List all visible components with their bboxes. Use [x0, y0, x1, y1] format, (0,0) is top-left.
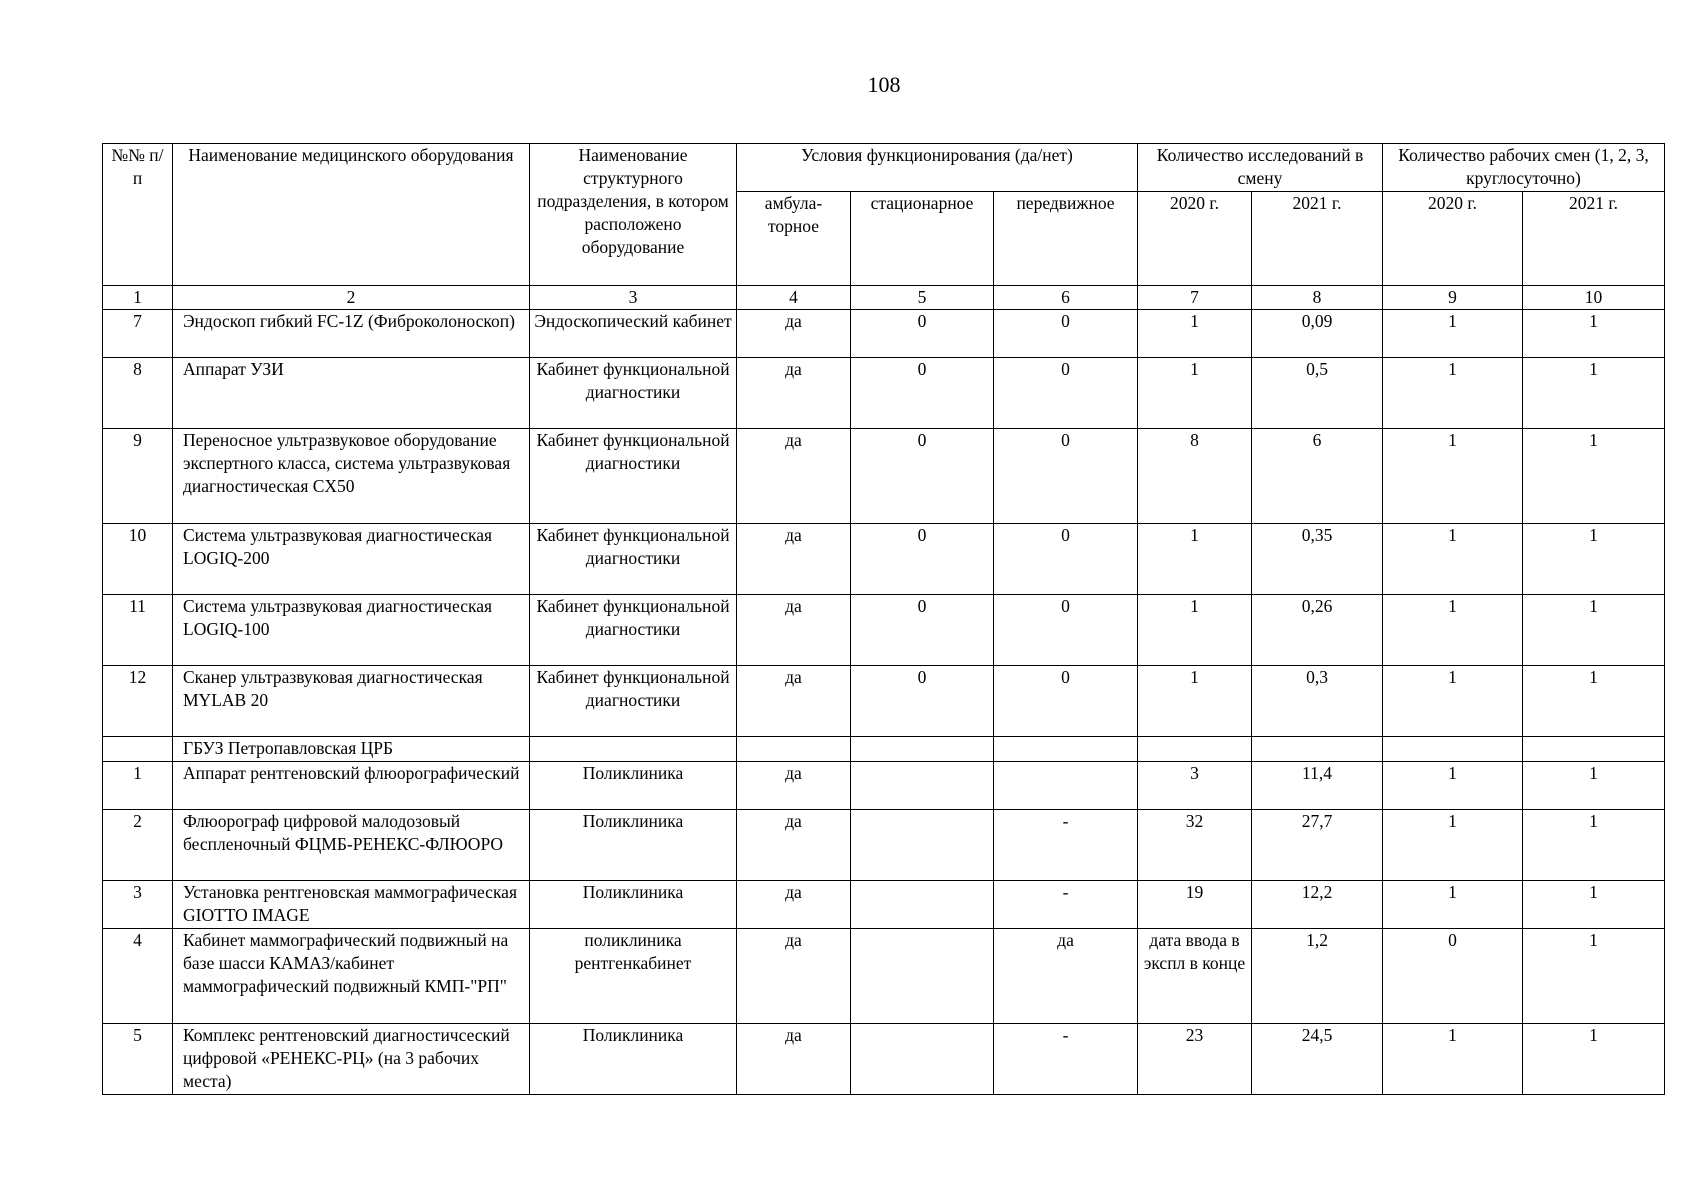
- department-name: Кабинет функциональной диагностики: [530, 429, 737, 524]
- ambulatory-value: да: [737, 666, 851, 737]
- row-number: 11: [103, 595, 173, 666]
- department-name: Кабинет функциональной диагностики: [530, 358, 737, 429]
- shifts-2020: 0: [1383, 929, 1523, 1024]
- column-number: 5: [851, 286, 994, 310]
- studies-2021: 0,35: [1252, 524, 1383, 595]
- section-title: ГБУЗ Петропавловская ЦРБ: [173, 737, 530, 762]
- ambulatory-value: да: [737, 429, 851, 524]
- equipment-name: Эндоскоп гибкий FC-1Z (Фиброколоноскоп): [173, 310, 530, 358]
- studies-2021: 0,09: [1252, 310, 1383, 358]
- department-name: Кабинет функциональной диагностики: [530, 666, 737, 737]
- shifts-2020: 1: [1383, 666, 1523, 737]
- studies-2020: 1: [1138, 666, 1252, 737]
- mobile-value: [994, 762, 1138, 810]
- page-number: 108: [867, 72, 901, 97]
- header-studies-2020: 2020 г.: [1138, 192, 1252, 286]
- section-empty-cell: [737, 737, 851, 762]
- studies-2021: 0,26: [1252, 595, 1383, 666]
- column-number: 6: [994, 286, 1138, 310]
- column-number: 2: [173, 286, 530, 310]
- studies-2020: 1: [1138, 358, 1252, 429]
- table-row: [103, 310, 1665, 358]
- equipment-name: Аппарат УЗИ: [173, 358, 530, 429]
- section-empty-cell: [530, 737, 737, 762]
- studies-2020: 23: [1138, 1024, 1252, 1095]
- table-row: [103, 524, 1665, 595]
- equipment-name: Установка рентгеновская маммографическая GIOTTO IMAGE: [173, 881, 530, 929]
- mobile-value: 0: [994, 429, 1138, 524]
- table-row: [103, 358, 1665, 429]
- studies-2021: 27,7: [1252, 810, 1383, 881]
- equipment-name: Переносное ультразвуковое оборудование экспертного класса, система ультразвуковая диагностическая CX50: [173, 429, 530, 524]
- ambulatory-value: да: [737, 595, 851, 666]
- row-number: 7: [103, 310, 173, 358]
- row-number: 2: [103, 810, 173, 881]
- column-number: 3: [530, 286, 737, 310]
- mobile-value: -: [994, 810, 1138, 881]
- studies-2021: 0,5: [1252, 358, 1383, 429]
- column-number: 7: [1138, 286, 1252, 310]
- shifts-2021: 1: [1523, 810, 1665, 881]
- studies-2021: 0,3: [1252, 666, 1383, 737]
- ambulatory-value: да: [737, 358, 851, 429]
- department-name: Поликлиника: [530, 1024, 737, 1095]
- shifts-2020: 1: [1383, 595, 1523, 666]
- inpatient-value: 0: [851, 595, 994, 666]
- row-number: 8: [103, 358, 173, 429]
- shifts-2021: 1: [1523, 310, 1665, 358]
- studies-2020: 3: [1138, 762, 1252, 810]
- header-equipment: Наименование медицинского оборудования: [173, 144, 530, 286]
- section-empty-cell: [851, 737, 994, 762]
- inpatient-value: [851, 929, 994, 1024]
- table-row: [103, 429, 1665, 524]
- equipment-table: [102, 143, 1665, 1095]
- column-number: 8: [1252, 286, 1383, 310]
- shifts-2021: 1: [1523, 929, 1665, 1024]
- shifts-2020: 1: [1383, 881, 1523, 929]
- ambulatory-value: да: [737, 310, 851, 358]
- department-name: Поликлиника: [530, 762, 737, 810]
- inpatient-value: 0: [851, 524, 994, 595]
- studies-2021: 6: [1252, 429, 1383, 524]
- inpatient-value: [851, 881, 994, 929]
- section-empty-cell: [1138, 737, 1252, 762]
- inpatient-value: 0: [851, 310, 994, 358]
- row-number: 9: [103, 429, 173, 524]
- table-row: [103, 595, 1665, 666]
- ambulatory-value: да: [737, 524, 851, 595]
- mobile-value: 0: [994, 524, 1138, 595]
- header-shifts: Количество рабочих смен (1, 2, 3, круглосуточно): [1383, 144, 1665, 192]
- mobile-value: 0: [994, 310, 1138, 358]
- department-name: Кабинет функциональной диагностики: [530, 524, 737, 595]
- section-row: [103, 737, 1665, 762]
- equipment-name: Система ультразвуковая диагностическая LOGIQ-200: [173, 524, 530, 595]
- studies-2020: 32: [1138, 810, 1252, 881]
- shifts-2021: 1: [1523, 762, 1665, 810]
- row-number: 3: [103, 881, 173, 929]
- mobile-value: 0: [994, 666, 1138, 737]
- mobile-value: -: [994, 881, 1138, 929]
- shifts-2020: 1: [1383, 1024, 1523, 1095]
- studies-2021: 1,2: [1252, 929, 1383, 1024]
- shifts-2021: 1: [1523, 524, 1665, 595]
- row-number: 5: [103, 1024, 173, 1095]
- mobile-value: да: [994, 929, 1138, 1024]
- ambulatory-value: да: [737, 929, 851, 1024]
- header-inpatient: стационарное: [851, 192, 994, 286]
- header-studies-2021: 2021 г.: [1252, 192, 1383, 286]
- equipment-name: Система ультразвуковая диагностическая LOGIQ-100: [173, 595, 530, 666]
- column-number: 4: [737, 286, 851, 310]
- department-name: Поликлиника: [530, 881, 737, 929]
- studies-2020: 8: [1138, 429, 1252, 524]
- inpatient-value: 0: [851, 666, 994, 737]
- mobile-value: -: [994, 1024, 1138, 1095]
- row-number: 1: [103, 762, 173, 810]
- header-shifts-2020: 2020 г.: [1383, 192, 1523, 286]
- studies-2021: 11,4: [1252, 762, 1383, 810]
- shifts-2020: 1: [1383, 762, 1523, 810]
- shifts-2021: 1: [1523, 429, 1665, 524]
- ambulatory-value: да: [737, 881, 851, 929]
- inpatient-value: [851, 810, 994, 881]
- header-department: Наименование структурного подразделения, в котором расположено оборудование: [530, 144, 737, 286]
- ambulatory-value: да: [737, 810, 851, 881]
- table-row: [103, 881, 1665, 929]
- shifts-2020: 1: [1383, 810, 1523, 881]
- department-name: Поликлиника: [530, 810, 737, 881]
- row-number: 12: [103, 666, 173, 737]
- mobile-value: 0: [994, 358, 1138, 429]
- studies-2020: 19: [1138, 881, 1252, 929]
- ambulatory-value: да: [737, 1024, 851, 1095]
- inpatient-value: [851, 762, 994, 810]
- equipment-name: Флюорограф цифровой малодозовый беспленочный ФЦМБ-РЕНЕКС-ФЛЮОРО: [173, 810, 530, 881]
- shifts-2021: 1: [1523, 595, 1665, 666]
- shifts-2020: 1: [1383, 358, 1523, 429]
- row-number: 10: [103, 524, 173, 595]
- equipment-name: Сканер ультразвуковая диагностическая MYLAB 20: [173, 666, 530, 737]
- section-empty-cell: [103, 737, 173, 762]
- shifts-2021: 1: [1523, 358, 1665, 429]
- table-row: [103, 1024, 1665, 1095]
- equipment-name: Комплекс рентгеновский диагностичсеский цифровой «РЕНЕКС-РЦ» (на 3 рабочих места): [173, 1024, 530, 1095]
- section-empty-cell: [1252, 737, 1383, 762]
- shifts-2020: 1: [1383, 310, 1523, 358]
- department-name: поликлиника рентгенкабинет: [530, 929, 737, 1024]
- table-row: [103, 810, 1665, 881]
- table-row: [103, 929, 1665, 1024]
- department-name: Эндоскопический кабинет: [530, 310, 737, 358]
- header-ambulatory: амбула-торное: [737, 192, 851, 286]
- header-shifts-2021: 2021 г.: [1523, 192, 1665, 286]
- department-name: Кабинет функциональной диагностики: [530, 595, 737, 666]
- inpatient-value: 0: [851, 358, 994, 429]
- table-row: [103, 666, 1665, 737]
- equipment-name: Кабинет маммографический подвижный на базе шасси КАМАЗ/кабинет маммографический подвижный КМП-"РП": [173, 929, 530, 1024]
- studies-2020: 1: [1138, 524, 1252, 595]
- header-studies: Количество исследований в смену: [1138, 144, 1383, 192]
- mobile-value: 0: [994, 595, 1138, 666]
- header-row-1: [103, 144, 1665, 192]
- header-num: №№ п/п: [103, 144, 173, 286]
- inpatient-value: [851, 1024, 994, 1095]
- studies-2021: 24,5: [1252, 1024, 1383, 1095]
- studies-2020: дата ввода в экспл в конце: [1138, 929, 1252, 1024]
- studies-2020: 1: [1138, 595, 1252, 666]
- column-number-row: [103, 286, 1665, 310]
- column-number: 10: [1523, 286, 1665, 310]
- section-empty-cell: [1523, 737, 1665, 762]
- header-conditions: Условия функционирования (да/нет): [737, 144, 1138, 192]
- header-mobile: передвижное: [994, 192, 1138, 286]
- ambulatory-value: да: [737, 762, 851, 810]
- shifts-2020: 1: [1383, 524, 1523, 595]
- studies-2020: 1: [1138, 310, 1252, 358]
- shifts-2021: 1: [1523, 666, 1665, 737]
- equipment-name: Аппарат рентгеновский флюорографический: [173, 762, 530, 810]
- row-number: 4: [103, 929, 173, 1024]
- inpatient-value: 0: [851, 429, 994, 524]
- column-number: 1: [103, 286, 173, 310]
- shifts-2020: 1: [1383, 429, 1523, 524]
- shifts-2021: 1: [1523, 1024, 1665, 1095]
- section-empty-cell: [1383, 737, 1523, 762]
- studies-2021: 12,2: [1252, 881, 1383, 929]
- table-row: [103, 762, 1665, 810]
- section-empty-cell: [994, 737, 1138, 762]
- shifts-2021: 1: [1523, 881, 1665, 929]
- column-number: 9: [1383, 286, 1523, 310]
